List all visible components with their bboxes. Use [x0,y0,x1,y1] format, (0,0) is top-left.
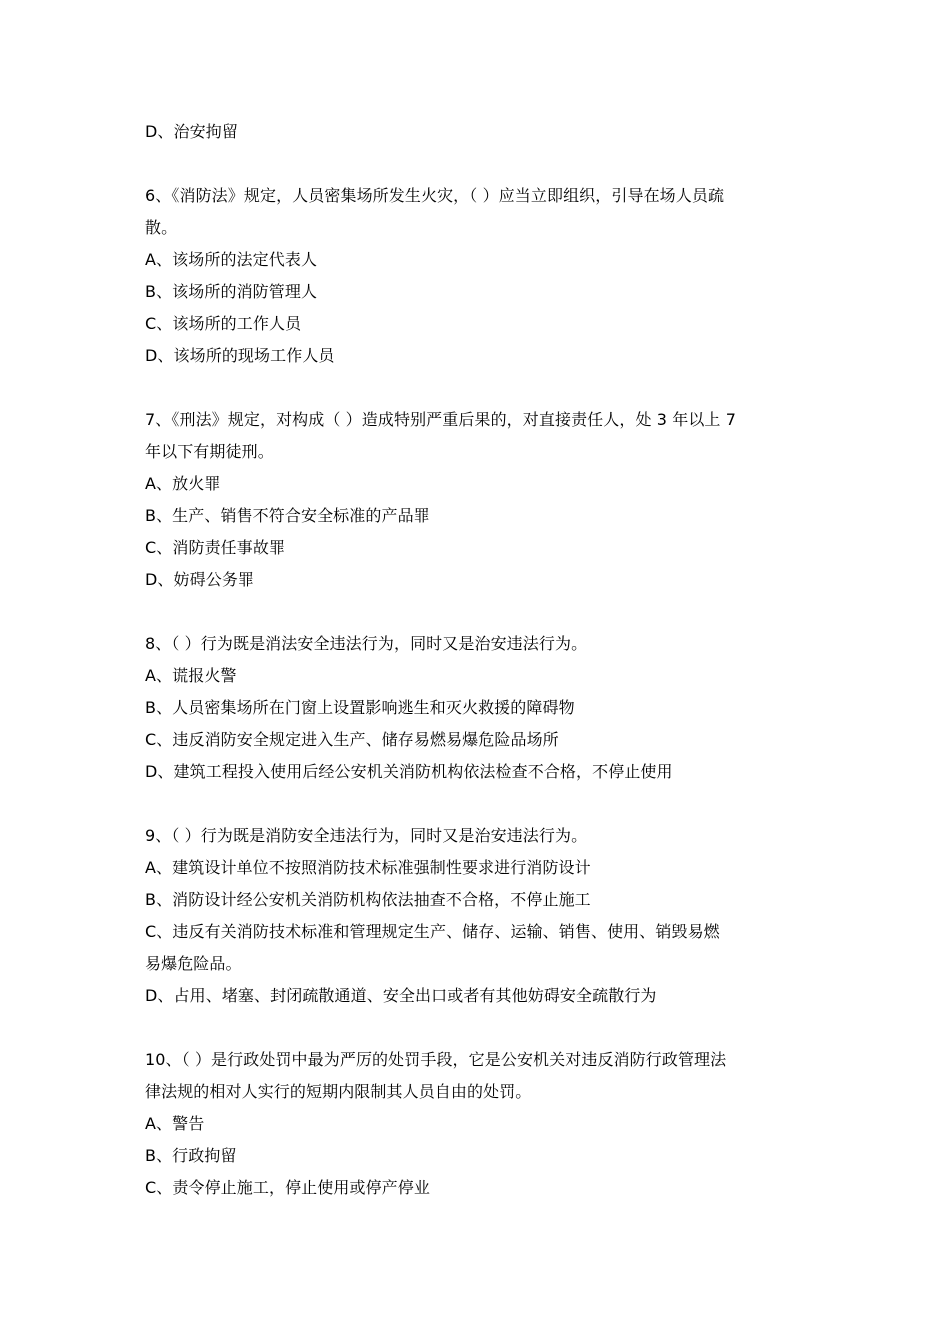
prev-question-option-d: D、治安拘留 [145,122,238,141]
question-6-stem-line-1: 6、《消防法》规定，人员密集场所发生火灾，（ ）应当立即组织，引导在场人员疏 [145,186,725,205]
question-8-stem-line-1: 8、（ ）行为既是消法安全违法行为，同时又是治安违法行为。 [145,634,588,653]
question-10-option-b: B、行政拘留 [145,1146,237,1165]
question-6-option-c: C、该场所的工作人员 [145,314,302,333]
question-6-option-a: A、该场所的法定代表人 [145,250,318,269]
question-10-stem-line-1: 10、（ ）是行政处罚中最为严厉的处罚手段，它是公安机关对违反消防行政管理法 [145,1050,727,1069]
question-9-option-c-line-1: C、违反有关消防技术标准和管理规定生产、储存、运输、销售、使用、销毁易燃 [145,922,720,941]
question-7-stem-line-2: 年以下有期徒刑。 [145,442,274,461]
question-8-option-d: D、建筑工程投入使用后经公安机关消防机构依法检查不合格，不停止使用 [145,762,673,781]
question-9-stem-line-1: 9、（ ）行为既是消防安全违法行为，同时又是治安违法行为。 [145,826,588,845]
question-8-option-c: C、违反消防安全规定进入生产、储存易燃易爆危险品场所 [145,730,559,749]
question-7-option-c: C、消防责任事故罪 [145,538,286,557]
question-10-option-c: C、责令停止施工，停止使用或停产停业 [145,1178,430,1197]
question-9-option-c-line-2: 易爆危险品。 [145,954,242,973]
question-10-stem-line-2: 律法规的相对人实行的短期内限制其人员自由的处罚。 [145,1082,532,1101]
question-8-option-b: B、人员密集场所在门窗上设置影响逃生和灭火救援的障碍物 [145,698,575,717]
question-6-stem-line-2: 散。 [145,218,178,237]
question-9-option-a: A、建筑设计单位不按照消防技术标准强制性要求进行消防设计 [145,858,591,877]
question-7-stem-line-1: 7、《刑法》规定，对构成（ ）造成特别严重后果的，对直接责任人，处 3 年以上 7 [145,410,736,429]
question-8-option-a: A、谎报火警 [145,666,237,685]
question-7-option-b: B、生产、销售不符合安全标准的产品罪 [145,506,430,525]
question-6-option-b: B、该场所的消防管理人 [145,282,318,301]
question-7-option-d: D、妨碍公务罪 [145,570,255,589]
question-10-option-a: A、警告 [145,1114,205,1133]
question-7-option-a: A、放火罪 [145,474,221,493]
question-9-option-d: D、占用、堵塞、封闭疏散通道、安全出口或者有其他妨碍安全疏散行为 [145,986,657,1005]
question-9-option-b: B、消防设计经公安机关消防机构依法抽查不合格，不停止施工 [145,890,591,909]
question-6-option-d: D、该场所的现场工作人员 [145,346,335,365]
